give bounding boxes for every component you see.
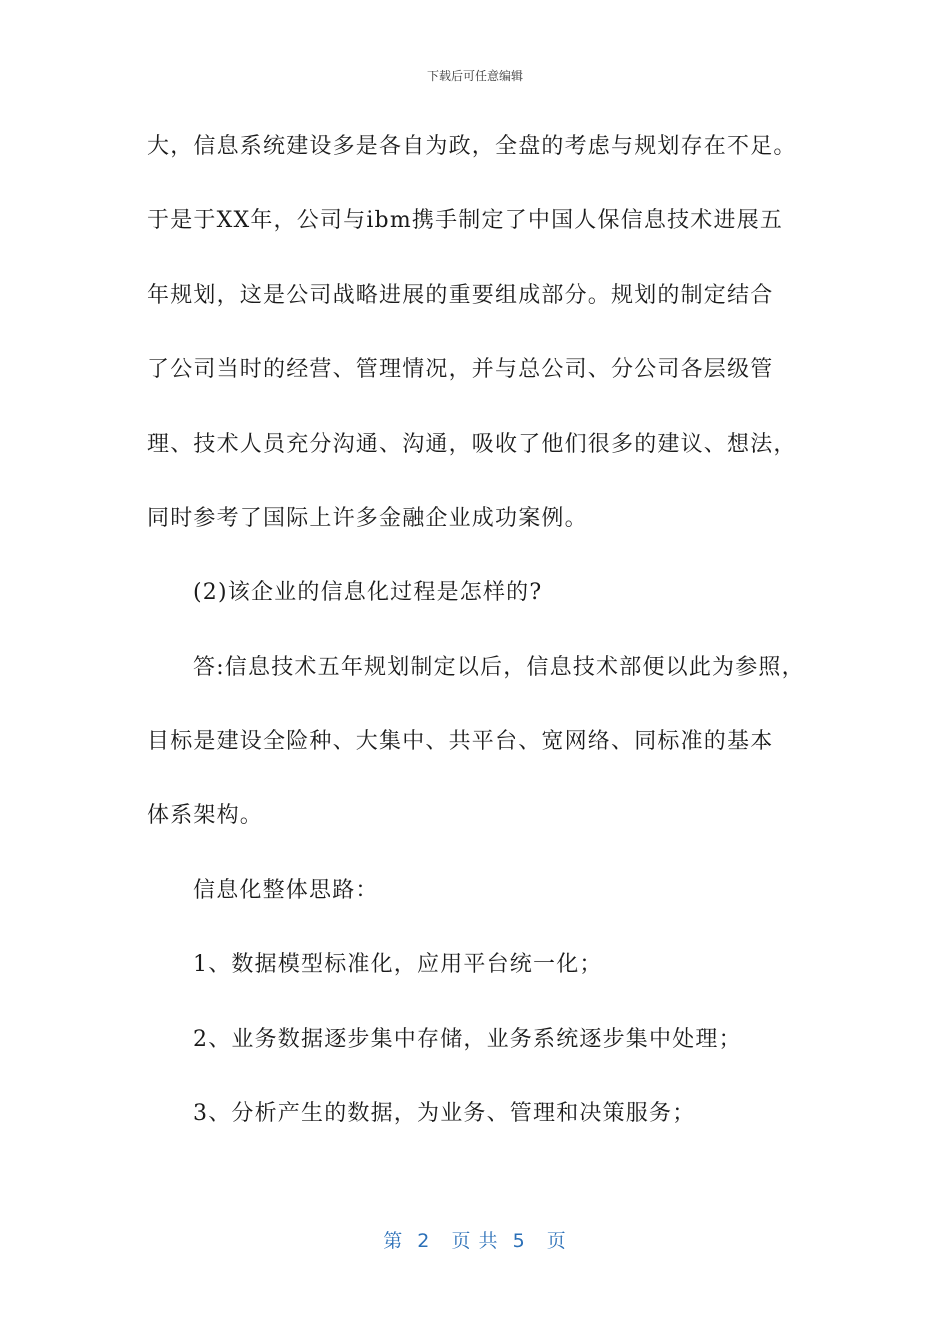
list-item-3: 3、分析产生的数据，为业务、管理和决策服务； [193, 1101, 696, 1126]
answer-line-3: 体系架构。 [147, 803, 264, 828]
body-line-2: 于是于XX年，公司与ibm携手制定了中国人保信息技术进展五 [147, 208, 784, 233]
body-line-6: 同时参考了国际上许多金融企业成功案例。 [147, 506, 588, 531]
approach-heading: 信息化整体思路： [193, 878, 379, 903]
body-line-4: 了公司当时的经营、管理情况，并与总公司、分公司各层级管 [147, 357, 774, 382]
body-line-1: 大，信息系统建设多是各自为政，全盘的考虑与规划存在不足。 [147, 134, 797, 159]
page-indicator: 第 2 页 共 5 页 [383, 1230, 567, 1252]
list-item-1: 1、数据模型标准化，应用平台统一化； [193, 952, 603, 977]
answer-line-1: 答:信息技术五年规划制定以后，信息技术部便以此为参照， [193, 655, 805, 680]
body-line-5: 理、技术人员充分沟通、沟通，吸收了他们很多的建议、想法， [147, 432, 797, 457]
question-2-heading: (2)该企业的信息化过程是怎样的? [193, 580, 543, 605]
list-item-2: 2、业务数据逐步集中存储，业务系统逐步集中处理； [193, 1027, 742, 1052]
answer-line-2: 目标是建设全险种、大集中、共平台、宽网络、同标准的基本 [147, 729, 774, 754]
header-note: 下载后可任意编辑 [426, 69, 523, 83]
body-line-3: 年规划，这是公司战略进展的重要组成部分。规划的制定结合 [147, 283, 774, 308]
